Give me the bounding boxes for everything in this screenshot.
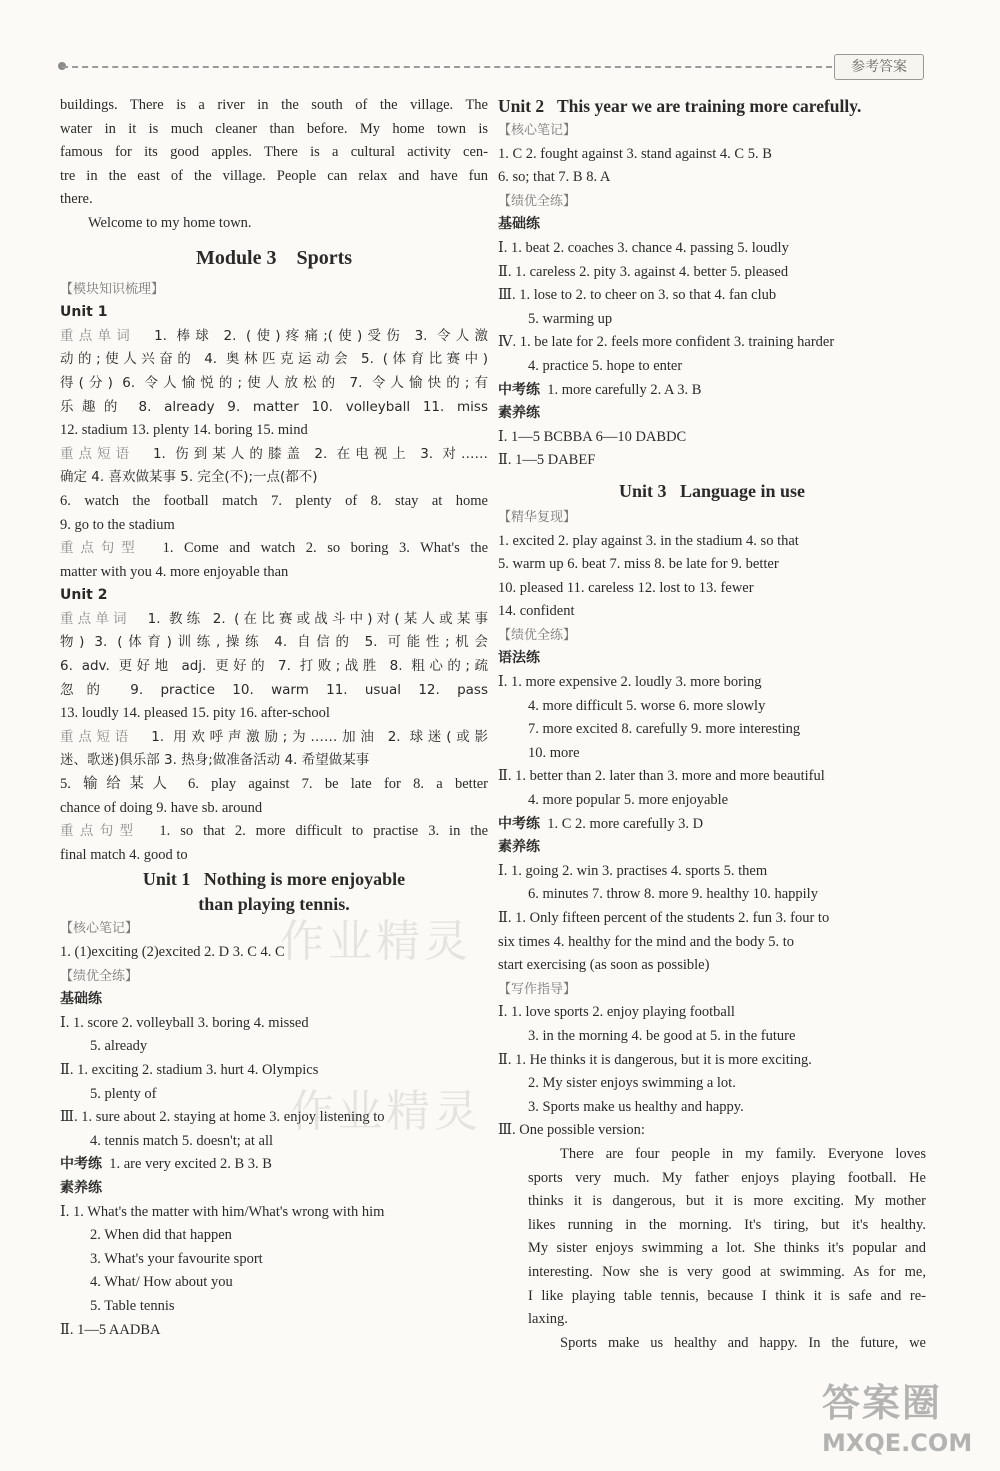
section-label: 【模块知识梳理】 bbox=[60, 281, 165, 297]
answer-line: 4. more popular 5. more enjoyable bbox=[528, 792, 729, 809]
watermark-text: 作业精灵 bbox=[280, 916, 472, 967]
key-sentences-label: 重点句型 bbox=[60, 540, 142, 557]
answer-line: 5. plenty of bbox=[90, 1085, 157, 1102]
key-phrases-line: 5. 输给某人 6. play against 7. be late for 8. a better bbox=[60, 776, 488, 793]
essay-line: sports very much. My father enjoys playing football. He bbox=[528, 1169, 926, 1186]
key-words-line: 乐趣的 8. already 9. matter 10. volleyball 11. miss bbox=[60, 398, 488, 415]
answer-line: start exercising (as soon as possible) bbox=[498, 957, 710, 974]
zhongkao-line: 中考练 1. are very excited 2. B 3. B bbox=[60, 1156, 272, 1173]
answer-line: 5. already bbox=[90, 1038, 148, 1055]
unit3-title: Unit 3 Language in use bbox=[618, 480, 806, 501]
section-label: 【精华复现】 bbox=[498, 509, 577, 525]
answer-line: Ⅰ. 1. beat 2. coaches 3. chance 4. passing 5. loudly bbox=[498, 239, 789, 256]
answer-line: Ⅱ. 1. He thinks it is dangerous, but it is more exciting. bbox=[498, 1051, 812, 1068]
answer-line: Ⅰ. 1. more expensive 2. loudly 3. more boring bbox=[498, 674, 762, 691]
subsection-basic: 基础练 bbox=[498, 216, 540, 233]
answer-line: Ⅰ. 1. love sports 2. enjoy playing football bbox=[498, 1004, 735, 1021]
key-words-line: 重点单词 1. 教练 2. (在比赛或战斗中)对(某人或某事 bbox=[60, 610, 488, 627]
answer-line: Ⅰ. 1—5 BCBBA 6—10 DABDC bbox=[498, 428, 687, 445]
key-phrases-line: 迷、歌迷)俱乐部 3. 热身;做准备活动 4. 希望做某事 bbox=[60, 752, 370, 769]
answer-line: 7. more excited 8. carefully 9. more interesting bbox=[528, 721, 801, 738]
answer-line: Ⅰ. 1. What's the matter with him/What's wrong with him bbox=[60, 1203, 385, 1220]
intro-line: buildings. There is a river in the south of the village. The bbox=[60, 97, 488, 113]
subsection-grammar: 语法练 bbox=[498, 650, 540, 667]
logo-url: MXQE.COM bbox=[822, 1429, 973, 1457]
zhongkao-line: 中考练 1. C 2. more carefully 3. D bbox=[498, 815, 704, 832]
key-words-label: 重点单词 bbox=[60, 610, 131, 627]
answer-line: 10. pleased 11. careless 12. lost to 13. fewer bbox=[498, 579, 754, 596]
answer-line: 2. My sister enjoys swimming a lot. bbox=[528, 1075, 736, 1092]
answer-line: 4. What/ How about you bbox=[90, 1274, 233, 1291]
answer-line: 10. more bbox=[528, 744, 580, 761]
core-answers: 6. so; that 7. B 8. A bbox=[498, 169, 611, 186]
key-words-line: 忽的 9. practice 10. warm 11. usual 12. pass bbox=[60, 681, 488, 698]
right-column bbox=[498, 94, 926, 1355]
section-label: 【写作指导】 bbox=[498, 981, 577, 997]
key-sentences-label: 重点句型 bbox=[60, 823, 140, 840]
key-words-line: 动的;使人兴奋的 4. 奥林匹克运动会 5. (体育比赛中) bbox=[60, 351, 488, 368]
header-tag: 参考答案 bbox=[834, 54, 924, 80]
core-answers: 1. (1)exciting (2)excited 2. D 3. C 4. C bbox=[60, 944, 285, 960]
key-words-line: 物) 3. (体育)训练,操练 4. 自信的 5. 可能性;机会 bbox=[60, 634, 488, 651]
answer-line: 5. warming up bbox=[528, 310, 613, 327]
subsection-literacy: 素养练 bbox=[60, 1179, 102, 1196]
unit1-title: Unit 1 Nothing is more enjoyable bbox=[142, 869, 406, 890]
essay-line: My sister enjoys swimming a lot. She thinks it's popular and bbox=[528, 1240, 926, 1257]
answer-line: six times 4. healthy for the mind and the body 5. to bbox=[498, 933, 794, 950]
section-label: 【核心笔记】 bbox=[498, 123, 577, 138]
answer-line: 4. tennis match 5. doesn't; at all bbox=[90, 1132, 274, 1149]
answer-line: Ⅱ. 1. better than 2. later than 3. more and more beautiful bbox=[498, 768, 825, 785]
answer-line: Ⅱ. 1. exciting 2. stadium 3. hurt 4. Olympics bbox=[60, 1061, 319, 1078]
essay-line: thinks it is dangerous, but it is more exciting. My mother bbox=[528, 1193, 926, 1210]
essay-line: Sports make us healthy and happy. In the future, we bbox=[560, 1334, 926, 1351]
intro-line: water in it is much cleaner than before. My home town is bbox=[60, 120, 488, 137]
subsection-literacy: 素养练 bbox=[498, 405, 540, 422]
section-label: 【绩优全练】 bbox=[498, 193, 577, 209]
key-sentences-line: matter with you 4. more enjoyable than bbox=[60, 563, 289, 580]
watermark-logo bbox=[822, 1372, 972, 1462]
section-label: 【绩优全练】 bbox=[60, 968, 139, 984]
key-sentences-line: 重点句型 1. so that 2. more difficult to practise 3. in the bbox=[60, 823, 488, 840]
answer-line: Ⅰ. 1. going 2. win 3. practises 4. sports 5. them bbox=[498, 862, 768, 879]
answer-line: 3. Sports make us healthy and happy. bbox=[528, 1098, 744, 1115]
answer-line: Ⅲ. 1. sure about 2. staying at home 3. enjoy listening to bbox=[60, 1109, 385, 1126]
intro-line: tre in the east of the village. People can relax and have fun bbox=[60, 167, 488, 184]
logo-text: 答案圈 bbox=[822, 1381, 943, 1425]
unit2-title: Unit 2 This year we are training more carefully. bbox=[498, 96, 862, 116]
unit-heading: Unit 2 bbox=[60, 587, 108, 604]
key-phrases-line: 重点短语 1. 伤到某人的膝盖 2. 在电视上 3. 对…… bbox=[60, 445, 488, 462]
key-words-line: 得(分) 6. 令人愉悦的;使人放松的 7. 令人愉快的;有 bbox=[60, 374, 488, 391]
unit1-title: than playing tennis. bbox=[198, 894, 350, 915]
answer-line: 14. confident bbox=[498, 603, 575, 620]
key-sentences-line: 重点句型 1. Come and watch 2. so boring 3. What's the bbox=[60, 540, 488, 557]
answer-line: 5. Table tennis bbox=[90, 1297, 175, 1314]
key-phrases-label: 重点短语 bbox=[60, 728, 134, 745]
key-words-line: 重点单词 1. 棒球 2. (使)疼痛;(使)受伤 3. 令人激 bbox=[60, 327, 488, 344]
module-title: Module 3 Sports bbox=[195, 246, 353, 269]
key-words-line: 12. stadium 13. plenty 14. boring 15. mind bbox=[60, 422, 308, 439]
key-phrases-line: 重点短语 1. 用欢呼声激励;为……加油 2. 球迷(或影 bbox=[60, 728, 488, 745]
key-words-line: 13. loudly 14. pleased 15. pity 16. after-school bbox=[60, 705, 330, 722]
answer-line: Ⅲ. One possible version: bbox=[498, 1122, 645, 1139]
key-phrases-line: chance of doing 9. have sb. around bbox=[60, 799, 263, 816]
watermark-text: 作业精灵 bbox=[290, 1086, 482, 1137]
answer-line: Ⅰ. 1. score 2. volleyball 3. boring 4. missed bbox=[60, 1014, 309, 1031]
answer-line: Ⅲ. 1. lose to 2. to cheer on 3. so that 4. fan club bbox=[498, 287, 777, 304]
key-words-label: 重点单词 bbox=[60, 327, 135, 344]
answer-line: Ⅳ. 1. be late for 2. feels more confident 3. training harder bbox=[498, 334, 835, 351]
key-phrases-label: 重点短语 bbox=[60, 445, 135, 462]
core-answers: 1. C 2. fought against 3. stand against 4. C 5. B bbox=[498, 145, 772, 162]
answer-line: Ⅱ. 1—5 DABEF bbox=[498, 452, 596, 469]
essay-line: laxing. bbox=[528, 1311, 568, 1328]
key-words-line: 6. adv. 更好地 adj. 更好的 7. 打败;战胜 8. 粗心的;疏 bbox=[60, 658, 488, 675]
answer-line: 3. What's your favourite sport bbox=[90, 1250, 263, 1267]
essay-line: I like playing table tennis, because I think it is safe and re- bbox=[528, 1287, 926, 1304]
intro-line: there. bbox=[60, 191, 93, 208]
answer-line: 6. minutes 7. throw 8. more 9. healthy 10. happily bbox=[528, 886, 818, 903]
section-label: 【核心笔记】 bbox=[60, 921, 139, 937]
answer-line: Ⅱ. 1. Only fifteen percent of the students 2. fun 3. four to bbox=[498, 910, 830, 926]
answer-line: 2. When did that happen bbox=[90, 1227, 232, 1244]
key-phrases-line: 9. go to the stadium bbox=[60, 516, 175, 533]
essay-line: interesting. Now she is very good at swimming. As for me, bbox=[528, 1263, 926, 1280]
key-sentences-line: final match 4. good to bbox=[60, 846, 188, 863]
answer-line: 5. warm up 6. beat 7. miss 8. be late for 9. better bbox=[498, 556, 779, 573]
answer-line: 4. more difficult 5. worse 6. more slowly bbox=[528, 697, 766, 714]
essay-line: likes running in the morning. It's tiring, but it's healthy. bbox=[528, 1216, 926, 1233]
intro-line: famous for its good apples. There is a cultural activity cen- bbox=[60, 144, 488, 161]
answer-line: Ⅱ. 1—5 AADBA bbox=[60, 1321, 161, 1338]
answer-line: 3. in the morning 4. be good at 5. in the future bbox=[528, 1027, 796, 1044]
welcome-line: Welcome to my home town. bbox=[88, 214, 252, 231]
section-label: 【绩优全练】 bbox=[498, 627, 577, 643]
answer-line: 1. excited 2. play against 3. in the stadium 4. so that bbox=[498, 532, 799, 549]
subsection-literacy: 素养练 bbox=[498, 839, 540, 856]
subsection-basic: 基础练 bbox=[60, 991, 102, 1008]
key-phrases-line: 6. watch the football match 7. plenty of 8. stay at home bbox=[60, 492, 488, 509]
header-divider bbox=[62, 66, 832, 68]
key-phrases-line: 确定 4. 喜欢做某事 5. 完全(不);一点(都不) bbox=[60, 469, 318, 486]
unit-heading: Unit 1 bbox=[60, 304, 108, 321]
left-column bbox=[60, 94, 488, 1342]
answer-line: Ⅱ. 1. careless 2. pity 3. against 4. better 5. pleased bbox=[498, 263, 789, 280]
answer-line: 4. practice 5. hope to enter bbox=[528, 357, 683, 374]
zhongkao-line: 中考练 1. more carefully 2. A 3. B bbox=[498, 381, 702, 398]
essay-line: There are four people in my family. Everyone loves bbox=[560, 1145, 926, 1162]
